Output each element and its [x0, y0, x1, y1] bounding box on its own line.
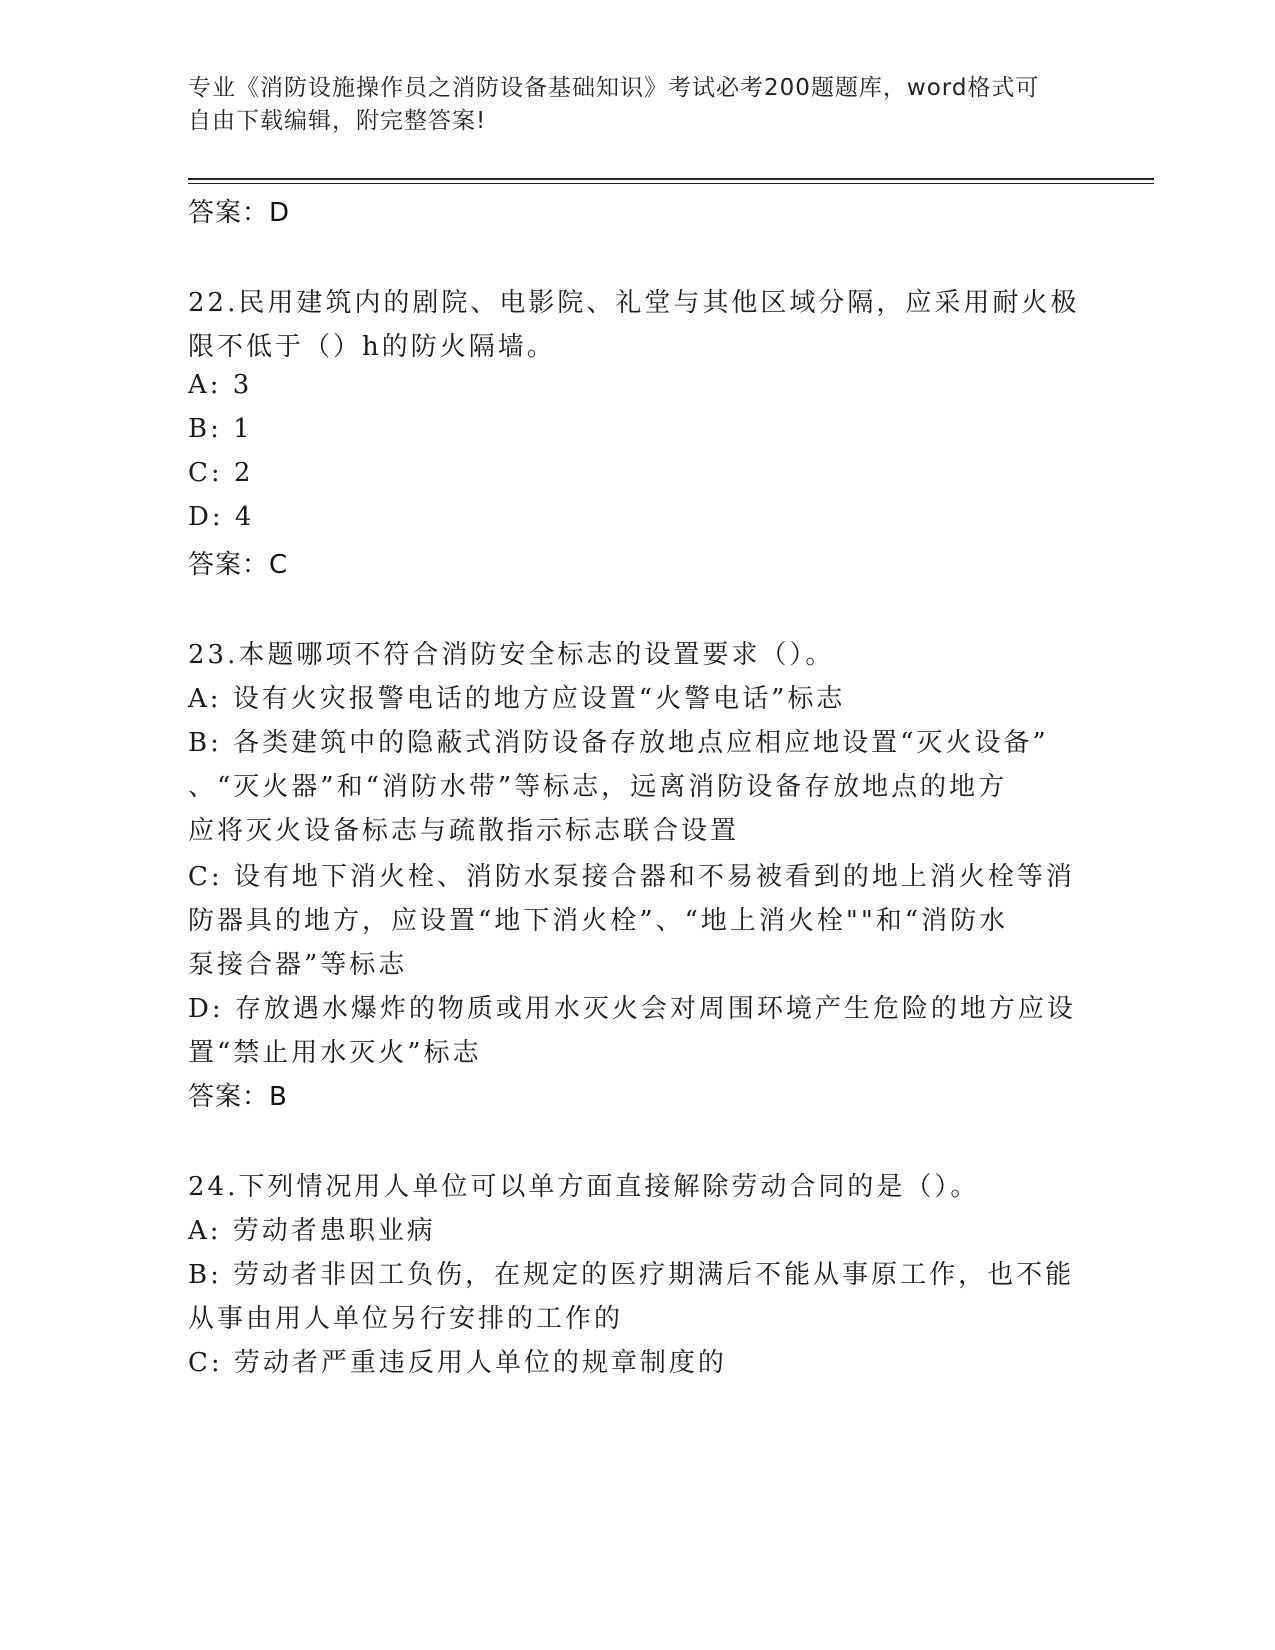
question-23-option-b-line-3: 应将灭火设备标志与疏散指示标志联合设置 [188, 816, 740, 846]
question-24-option-b-line-1: B: 劳动者非因工负伤，在规定的医疗期满后不能从事原工作，也不能 [188, 1260, 1075, 1290]
question-24-option-c: C: 劳动者严重违反用人单位的规章制度的 [188, 1348, 727, 1378]
document-header [188, 72, 1068, 138]
question-23-option-c-line-1: C: 设有地下消火栓、消防水泵接合器和不易被看到的地上消火栓等消 [188, 862, 1075, 892]
question-23-option-b-line-1: B: 各类建筑中的隐蔽式消防设备存放地点应相应地设置“灭火设备” [188, 728, 1049, 758]
header-rule-thick [188, 178, 1154, 180]
question-23-answer: 答案：B [188, 1082, 288, 1112]
header-rule-thin [188, 183, 1154, 184]
question-22-stem-line-2: 限不低于（）h的防火隔墙。 [188, 332, 556, 362]
question-22-option-a: A: 3 [188, 370, 253, 400]
question-23-option-a: A: 设有火灾报警电话的地方应设置“火警电话”标志 [188, 684, 846, 714]
header-line-1: 专业《消防设施操作员之消防设备基础知识》考试必考200题题库，word格式可 [188, 75, 1040, 101]
question-23-option-b-line-2: 、“灭火器”和“消防水带”等标志，远离消防设备存放地点的地方 [188, 772, 1008, 802]
question-23-stem: 23.本题哪项不符合消防安全标志的设置要求（）。 [188, 640, 835, 670]
answer-previous: 答案：D [188, 198, 291, 228]
question-23-option-c-line-2: 防器具的地方，应设置“地下消火栓”、“地上消火栓""和“消防水 [188, 906, 1009, 936]
question-24-option-a: A: 劳动者患职业病 [188, 1216, 436, 1246]
question-22-option-c: C: 2 [188, 458, 254, 488]
question-22-option-d: D: 4 [188, 502, 255, 532]
question-23-option-d-line-2: 置“禁止用水灭火”标志 [188, 1038, 482, 1068]
question-22-option-b: B: 1 [188, 414, 253, 444]
question-22-stem-line-1: 22.民用建筑内的剧院、电影院、礼堂与其他区域分隔，应采用耐火极 [188, 288, 1080, 318]
question-24-option-b-line-2: 从事由用人单位另行安排的工作的 [188, 1304, 624, 1334]
question-24-stem: 24.下列情况用人单位可以单方面直接解除劳动合同的是（）。 [188, 1172, 980, 1202]
question-23-option-c-line-3: 泵接合器”等标志 [188, 950, 408, 980]
question-22-answer: 答案：C [188, 550, 289, 580]
header-line-2: 自由下载编辑，附完整答案! [188, 108, 487, 134]
question-23-option-d-line-1: D: 存放遇水爆炸的物质或用水灭火会对周围环境产生危险的地方应设 [188, 994, 1076, 1024]
